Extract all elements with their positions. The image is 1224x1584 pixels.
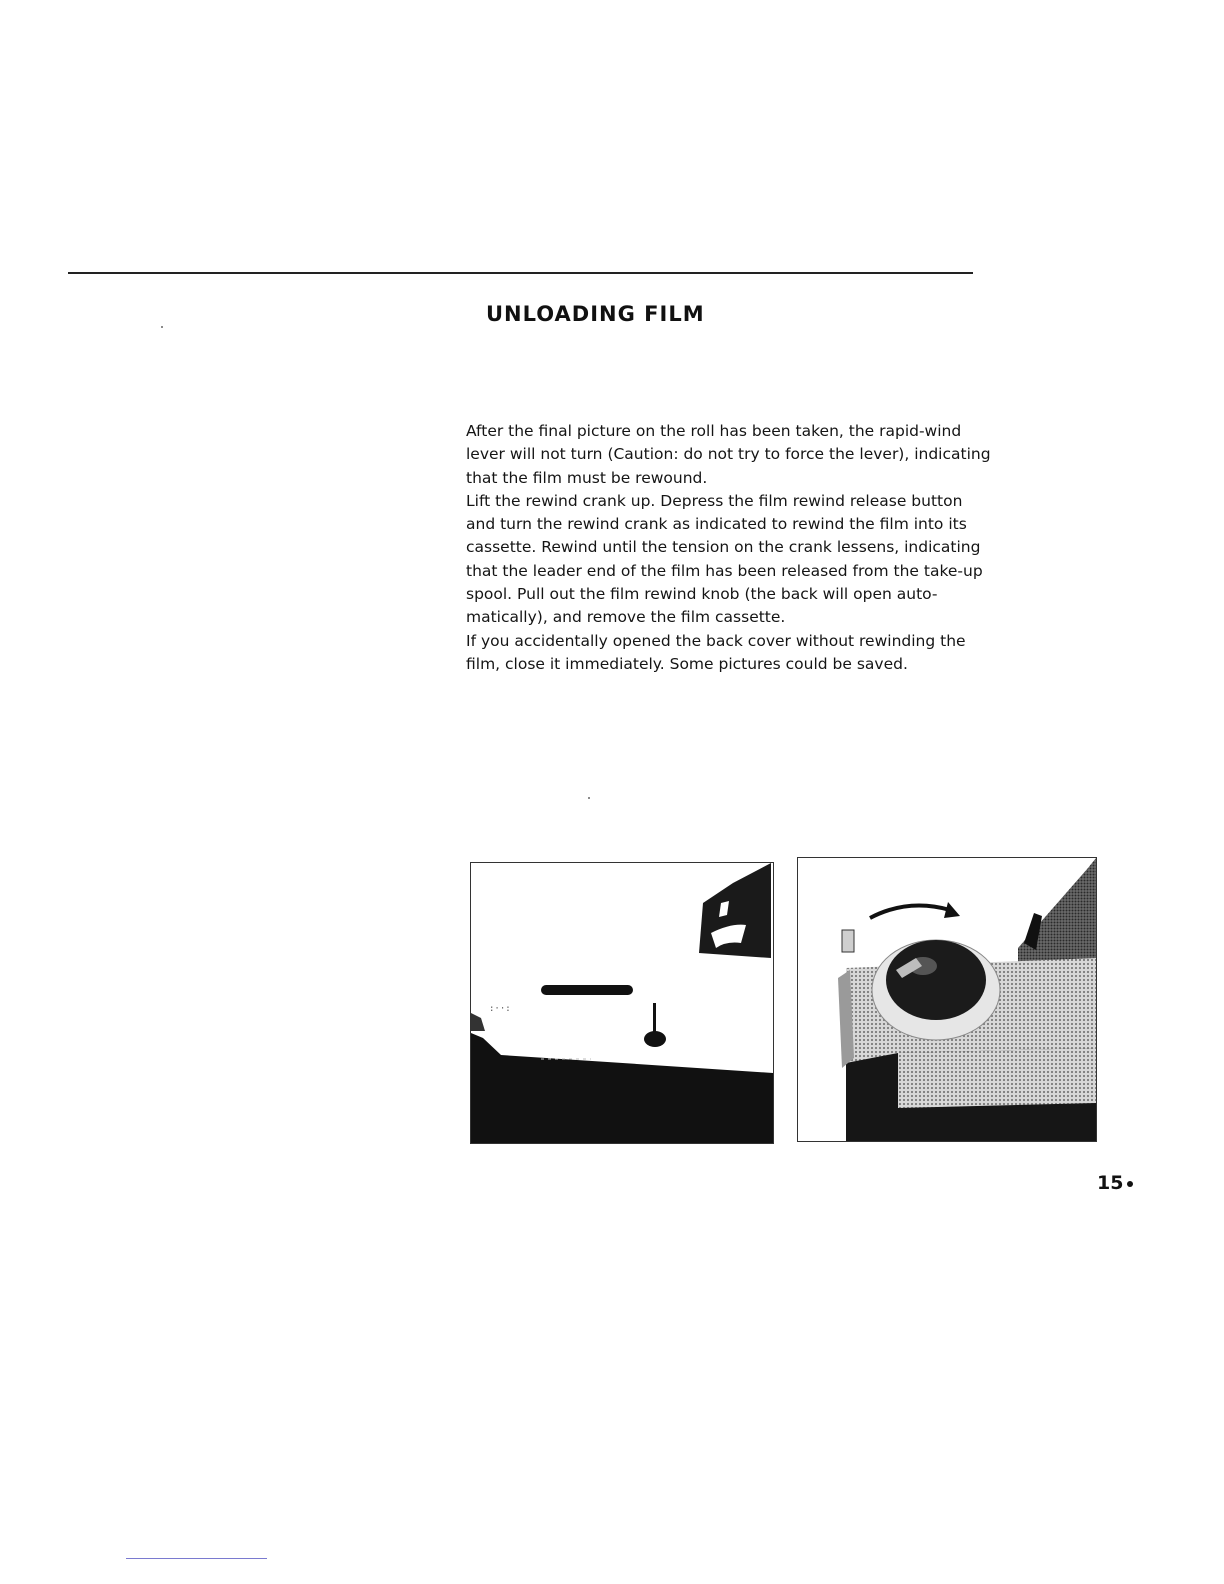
body-text: [466, 420, 1106, 676]
rewind-knob-icon: [886, 940, 986, 1020]
rewind-release-button-photo: [470, 862, 774, 1144]
page-number: [1097, 1172, 1133, 1194]
rewind-crank-photo: [797, 857, 1097, 1142]
page-number-text: 15: [1097, 1172, 1124, 1194]
scan-speck: [588, 797, 590, 799]
rewind-release-button-icon: [653, 1003, 656, 1035]
paragraph-rewind-procedure: Lift the rewind crank up. Depress the film rewind release button and turn the rewind crank as indicated to rewind the film into its cassette. Rewind until the tension on the crank lessens, indicating that the leader end of the film has been released from the take-up spool. Pull out the film rewind knob (the back will open auto- matically), and remove the film cassette.: [466, 491, 983, 627]
bullet-icon: [1127, 1181, 1133, 1187]
svg-text::··:: :··:: [489, 1004, 511, 1014]
scan-speck: [161, 326, 163, 328]
camera-rewind-crank-icon: [798, 858, 1096, 1141]
paragraph-final-picture: After the final picture on the roll has been taken, the rapid-wind lever will not turn (Caution: do not try to force the lever), indicating that the film must be rewound.: [466, 422, 991, 487]
paragraph-accidental-open: If you accidentally opened the back cover without rewinding the film, close it immediately. Some pictures could be saved.: [466, 631, 966, 673]
camera-top-plate-icon: [471, 863, 773, 1143]
top-rule: [68, 272, 973, 274]
film-slot-icon: [541, 985, 633, 995]
footer-rule: [126, 1558, 267, 1559]
page-title: UNLOADING FILM: [486, 302, 705, 326]
